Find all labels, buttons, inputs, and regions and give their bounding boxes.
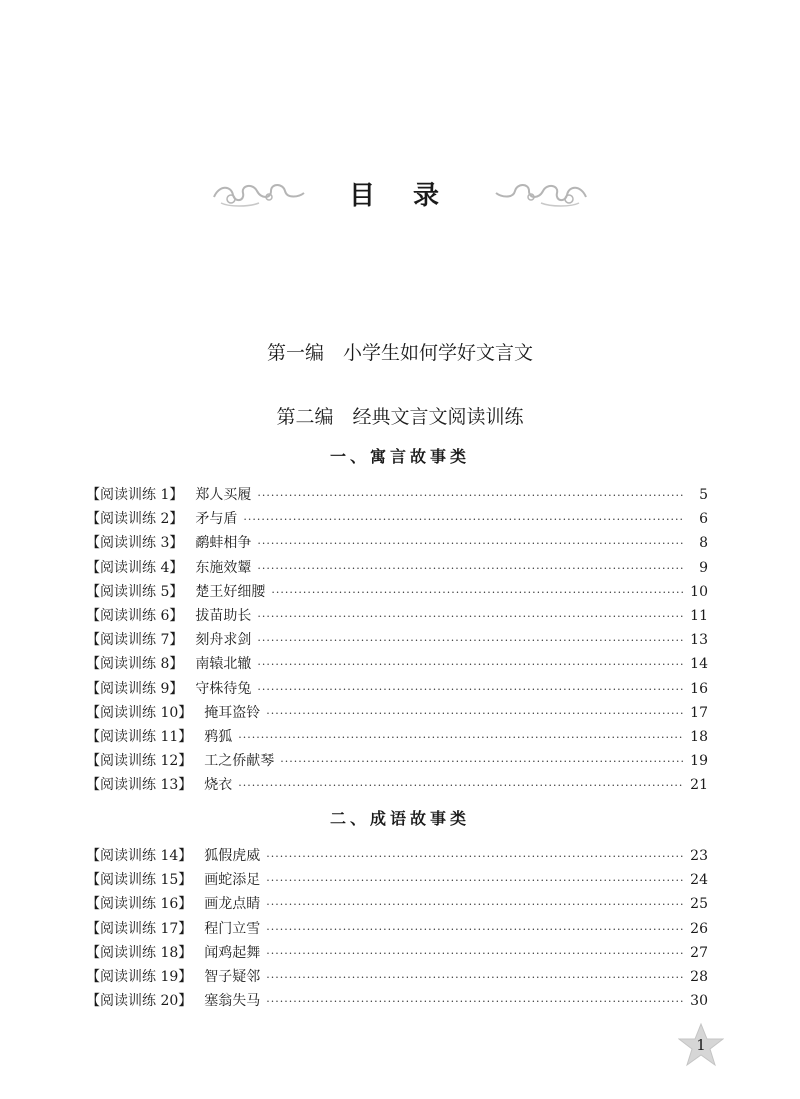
entry-label: 【阅读训练 4】	[86, 559, 184, 576]
toc-entry[interactable]	[86, 893, 708, 917]
toc-entry[interactable]	[86, 484, 708, 508]
entry-page: 13	[690, 632, 708, 649]
entry-label: 【阅读训练 18】	[86, 944, 193, 961]
entry-label: 【阅读训练 9】	[86, 680, 184, 697]
toc-entry[interactable]	[86, 629, 708, 653]
dot-leader	[271, 586, 684, 599]
entry-title: 郑人买履	[195, 487, 252, 503]
entry-page: 10	[690, 583, 708, 600]
dot-leader	[266, 923, 684, 936]
toc-entry[interactable]	[86, 845, 708, 869]
entry-page: 5	[699, 487, 708, 503]
entry-label: 【阅读训练 14】	[86, 848, 193, 864]
entry-page: 21	[690, 777, 708, 794]
entry-page: 17	[690, 704, 708, 721]
part-heading-1: 第一编 小学生如何学好文言文	[266, 342, 533, 364]
section-heading-idioms: 二、成语故事类	[329, 809, 470, 828]
toc-entry[interactable]	[86, 750, 708, 774]
entry-label: 【阅读训练 2】	[86, 511, 184, 528]
dot-leader	[238, 731, 684, 744]
entry-page: 9	[699, 559, 708, 576]
entry-title: 画蛇添足	[204, 872, 261, 889]
entry-label: 【阅读训练 6】	[86, 607, 184, 624]
entry-title: 拔苗助长	[195, 607, 252, 624]
dot-leader	[266, 995, 684, 1008]
toc-entry[interactable]	[86, 990, 708, 1014]
entry-label: 【阅读训练 19】	[86, 968, 193, 985]
entry-page: 6	[699, 511, 708, 528]
entry-page: 27	[690, 944, 708, 961]
page-title: 目录	[348, 180, 477, 211]
section-heading-fables: 一、寓言故事类	[329, 447, 470, 466]
toc-entry[interactable]	[86, 966, 708, 990]
entry-title: 东施效颦	[195, 559, 252, 576]
cloud-ornament-left-icon	[209, 175, 309, 211]
entry-label: 【阅读训练 7】	[86, 632, 184, 649]
entry-page: 18	[690, 728, 708, 745]
entry-label: 【阅读训练 10】	[86, 704, 193, 721]
entry-page: 16	[690, 680, 708, 697]
dot-leader	[266, 874, 684, 887]
entry-title: 工之侨献琴	[204, 753, 275, 770]
toc-entry[interactable]	[86, 653, 708, 677]
entry-label: 【阅读训练 1】	[86, 487, 184, 503]
entry-label: 【阅读训练 3】	[86, 535, 184, 552]
entry-title: 守株待兔	[195, 680, 252, 697]
entry-label: 【阅读训练 13】	[86, 777, 193, 794]
entry-page: 26	[690, 920, 708, 937]
entry-page: 23	[690, 848, 708, 864]
entry-label: 【阅读训练 11】	[86, 728, 193, 745]
entry-label: 【阅读训练 12】	[86, 753, 193, 770]
toc-entry[interactable]	[86, 726, 708, 750]
dot-leader	[257, 489, 684, 502]
entry-title: 楚王好细腰	[195, 583, 266, 600]
toc-entry[interactable]	[86, 508, 708, 532]
toc-entry[interactable]	[86, 557, 708, 581]
part-heading-2: 第二编 经典文言文阅读训练	[276, 406, 524, 428]
entry-title: 刻舟求剑	[195, 632, 252, 649]
dot-leader	[257, 658, 684, 671]
dot-leader	[257, 610, 684, 623]
entry-label: 【阅读训练 15】	[86, 872, 193, 889]
toc-entry[interactable]	[86, 581, 708, 605]
toc-entry[interactable]	[86, 869, 708, 893]
cloud-ornament-right-icon	[491, 175, 591, 211]
entry-label: 【阅读训练 5】	[86, 583, 184, 600]
entry-title: 南辕北辙	[195, 656, 252, 673]
entry-title: 鸦狐	[204, 728, 233, 745]
dot-leader	[257, 683, 684, 696]
toc-entry[interactable]	[86, 702, 708, 726]
entry-title: 画龙点睛	[204, 896, 261, 913]
entry-page: 19	[690, 753, 708, 770]
dot-leader	[266, 707, 684, 720]
entry-page: 25	[690, 896, 708, 913]
toc-entry[interactable]	[86, 605, 708, 629]
dot-leader	[280, 755, 684, 768]
toc-entry[interactable]	[86, 678, 708, 702]
toc-entry[interactable]	[86, 918, 708, 942]
toc-title-row	[0, 168, 800, 218]
entry-page: 30	[690, 993, 708, 1010]
entry-page: 14	[690, 656, 708, 673]
entry-label: 【阅读训练 8】	[86, 656, 184, 673]
entry-title: 闻鸡起舞	[204, 944, 261, 961]
entry-label: 【阅读训练 16】	[86, 896, 193, 913]
toc-list-idioms	[86, 845, 708, 1014]
dot-leader	[238, 779, 684, 792]
dot-leader	[257, 537, 684, 550]
dot-leader	[266, 971, 684, 984]
entry-title: 鹬蚌相争	[195, 535, 252, 552]
dot-leader	[257, 634, 684, 647]
entry-title: 掩耳盗铃	[204, 704, 261, 721]
entry-page: 11	[690, 607, 708, 624]
toc-entry[interactable]	[86, 774, 708, 798]
entry-page: 8	[699, 535, 708, 552]
entry-title: 程门立雪	[204, 920, 261, 937]
toc-entry[interactable]	[86, 942, 708, 966]
page-number: 1	[696, 1036, 706, 1054]
dot-leader	[243, 513, 684, 526]
entry-page: 28	[690, 968, 708, 985]
dot-leader	[257, 562, 684, 575]
entry-label: 【阅读训练 20】	[86, 993, 193, 1010]
entry-label: 【阅读训练 17】	[86, 920, 193, 937]
entry-title: 矛与盾	[195, 511, 238, 528]
entry-title: 狐假虎威	[204, 848, 261, 864]
toc-entry[interactable]	[86, 532, 708, 556]
dot-leader	[266, 898, 684, 911]
entry-title: 智子疑邻	[204, 968, 261, 985]
toc-list-fables	[86, 484, 708, 798]
entry-title: 烧衣	[204, 777, 233, 794]
entry-title: 塞翁失马	[204, 993, 261, 1010]
dot-leader	[266, 850, 684, 863]
entry-page: 24	[690, 872, 708, 889]
dot-leader	[266, 947, 684, 960]
